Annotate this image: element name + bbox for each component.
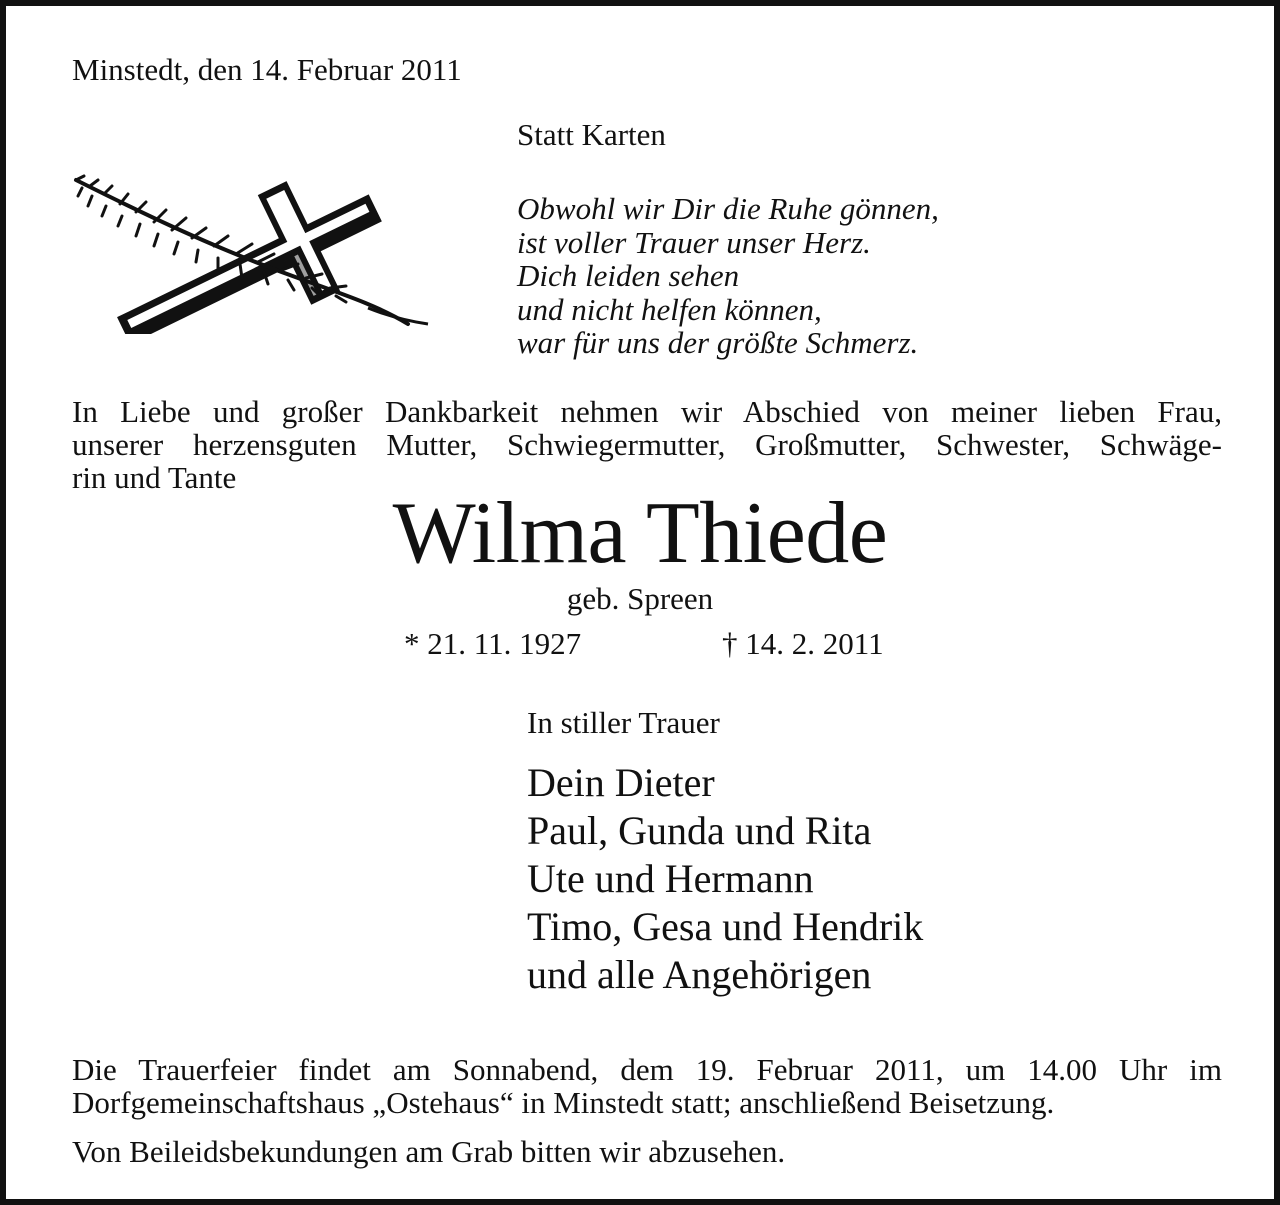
funeral-line: Die Trauerfeier findet am Sonnabend, dem 19. Februar 2011, um 14.00 Uhr im (72, 1052, 1222, 1087)
maiden-name: geb. Spreen (566, 581, 714, 616)
poem-line: und nicht helfen können, (517, 291, 822, 327)
statt-karten-label: Statt Karten (517, 117, 666, 152)
place-date: Minstedt, den 14. Februar 2011 (72, 52, 462, 87)
death-date: † 14. 2. 2011 (722, 626, 884, 661)
poem (517, 192, 939, 360)
deceased-name: Wilma Thiede (392, 485, 888, 582)
poem-line: war für uns der größte Schmerz. (517, 325, 919, 360)
poem-line: ist voller Trauer unser Herz. (517, 224, 871, 260)
intro-line: In Liebe und großer Dankbarkeit nehmen wir Abschied von meiner lieben Frau, (72, 394, 1222, 429)
intro-line: unserer herzensguten Mutter, Schwiegermutter, Großmutter, Schwester, Schwäge- (72, 427, 1222, 462)
mourner-entry: Timo, Gesa und Hendrik (527, 904, 924, 949)
poem-line: Obwohl wir Dir die Ruhe gönnen, (517, 191, 939, 226)
cross-with-palm-frond-icon (68, 166, 440, 334)
funeral-line: Dorfgemeinschaftshaus „Ostehaus“ in Minstedt statt; anschließend Beisetzung. (72, 1085, 1055, 1120)
mourners-list (527, 759, 923, 999)
poem-line: Dich leiden sehen (517, 258, 740, 293)
condolence-note: Von Beileidsbekundungen am Grab bitten wir abzusehen. (72, 1134, 786, 1169)
mourner-entry: und alle Angehörigen (527, 952, 872, 997)
mourner-entry: Ute und Hermann (527, 856, 814, 901)
intro-line: rin und Tante (72, 460, 237, 495)
birth-date: * 21. 11. 1927 (404, 626, 582, 661)
intro-text (72, 395, 1222, 494)
mourners-label: In stiller Trauer (527, 705, 720, 740)
mourner-entry: Dein Dieter (527, 760, 715, 805)
funeral-information (72, 1053, 1222, 1168)
mourner-entry: Paul, Gunda und Rita (527, 808, 872, 853)
